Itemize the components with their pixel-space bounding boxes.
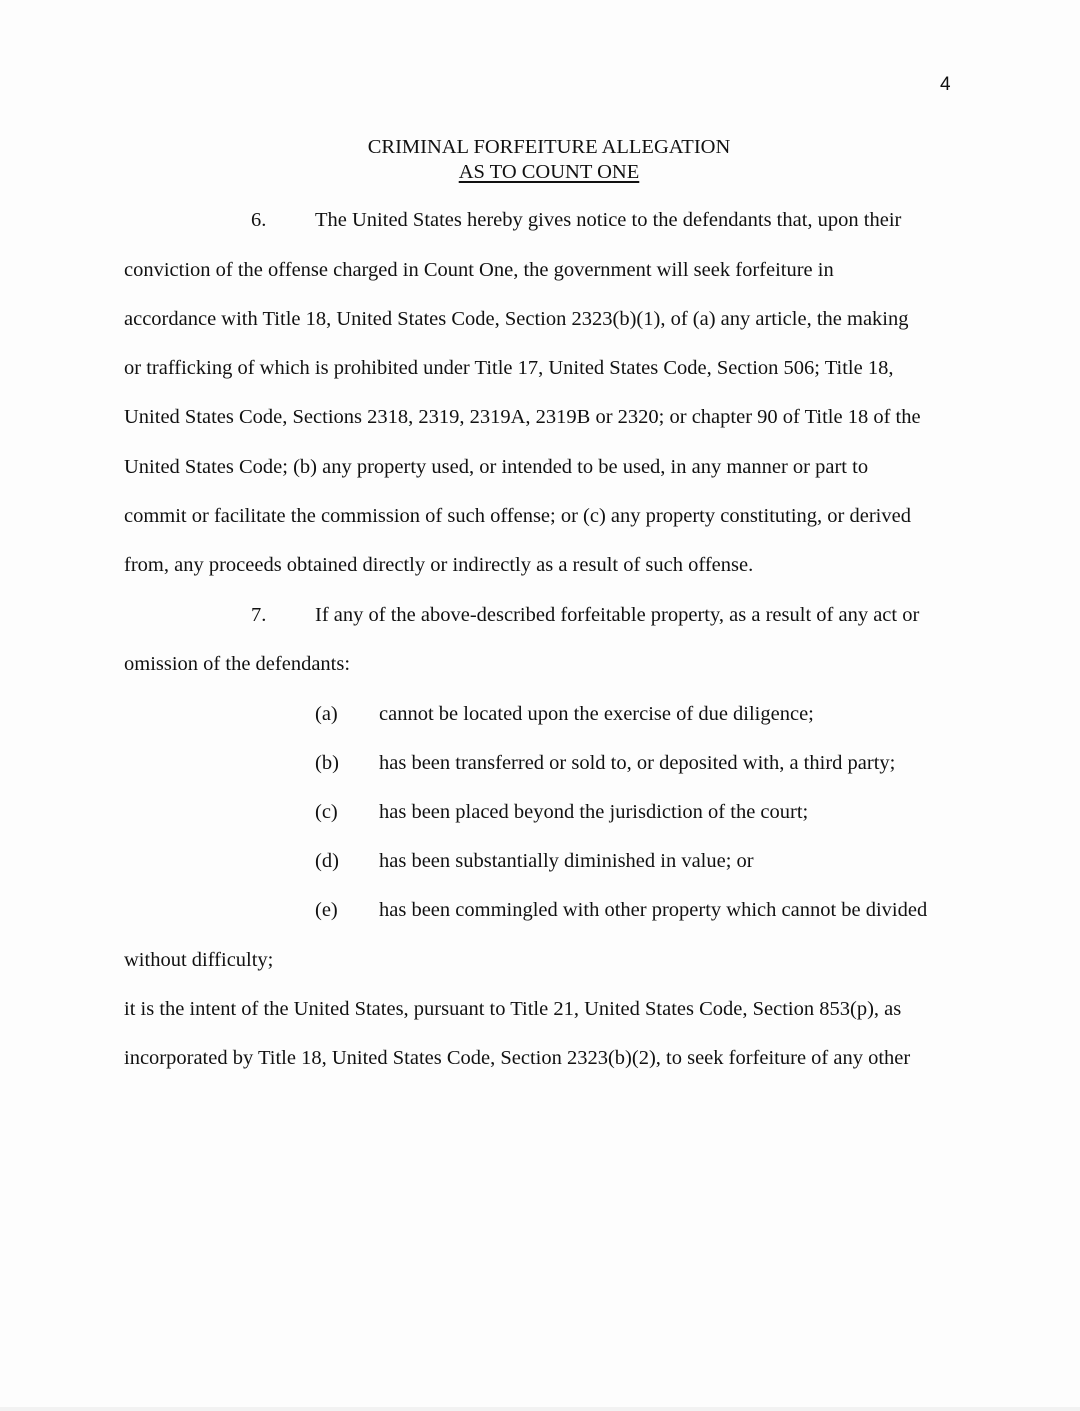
list-item-label: (d) — [315, 850, 339, 872]
paragraph-line: accordance with Title 18, United States Code, Section 2323(b)(1), of (a) any article, the making — [124, 308, 909, 330]
paragraph-number: 6. — [251, 209, 267, 231]
list-item-text: has been commingled with other property which cannot be divided — [379, 899, 928, 921]
paragraph-line: from, any proceeds obtained directly or indirectly as a result of such offense. — [124, 554, 754, 576]
paragraph-line: it is the intent of the United States, pursuant to Title 21, United States Code, Section 853(p), as — [124, 998, 902, 1020]
paragraph-line: United States Code; (b) any property used, or intended to be used, in any manner or part to — [124, 456, 869, 478]
section-heading — [0, 135, 1080, 159]
page-bottom-edge — [0, 1407, 1080, 1411]
section-subheading — [0, 160, 1080, 184]
list-item-label: (b) — [315, 752, 339, 774]
list-item-label: (e) — [315, 899, 338, 921]
list-item-text: cannot be located upon the exercise of due diligence; — [379, 703, 814, 725]
paragraph-line: The United States hereby gives notice to the defendants that, upon their — [315, 209, 902, 231]
list-item-text: has been transferred or sold to, or deposited with, a third party; — [379, 752, 896, 774]
paragraph-line: or trafficking of which is prohibited under Title 17, United States Code, Section 506; Title 18, — [124, 357, 894, 379]
paragraph-line: omission of the defendants: — [124, 653, 351, 675]
paragraph-line: United States Code, Sections 2318, 2319, 2319A, 2319B or 2320; or chapter 90 of Title 18 of the — [124, 406, 921, 428]
list-item-text: has been substantially diminished in value; or — [379, 850, 754, 872]
paragraph-number: 7. — [251, 604, 267, 626]
paragraph-line: conviction of the offense charged in Count One, the government will seek forfeiture in — [124, 259, 834, 281]
paragraph-line: If any of the above-described forfeitable property, as a result of any act or — [315, 604, 920, 626]
list-item-label: (c) — [315, 801, 338, 823]
paragraph-line: incorporated by Title 18, United States Code, Section 2323(b)(2), to seek forfeiture of any other — [124, 1047, 911, 1069]
list-item-text: has been placed beyond the jurisdiction of the court; — [379, 801, 809, 823]
list-continuation: without difficulty; — [124, 949, 274, 971]
list-item-label: (a) — [315, 703, 338, 725]
heading-subtitle: AS TO COUNT ONE — [458, 161, 640, 183]
heading-title: CRIMINAL FORFEITURE ALLEGATION — [367, 136, 731, 158]
page-number: 4 — [940, 74, 951, 95]
paragraph-line: commit or facilitate the commission of such offense; or (c) any property constituting, or derived — [124, 505, 911, 527]
